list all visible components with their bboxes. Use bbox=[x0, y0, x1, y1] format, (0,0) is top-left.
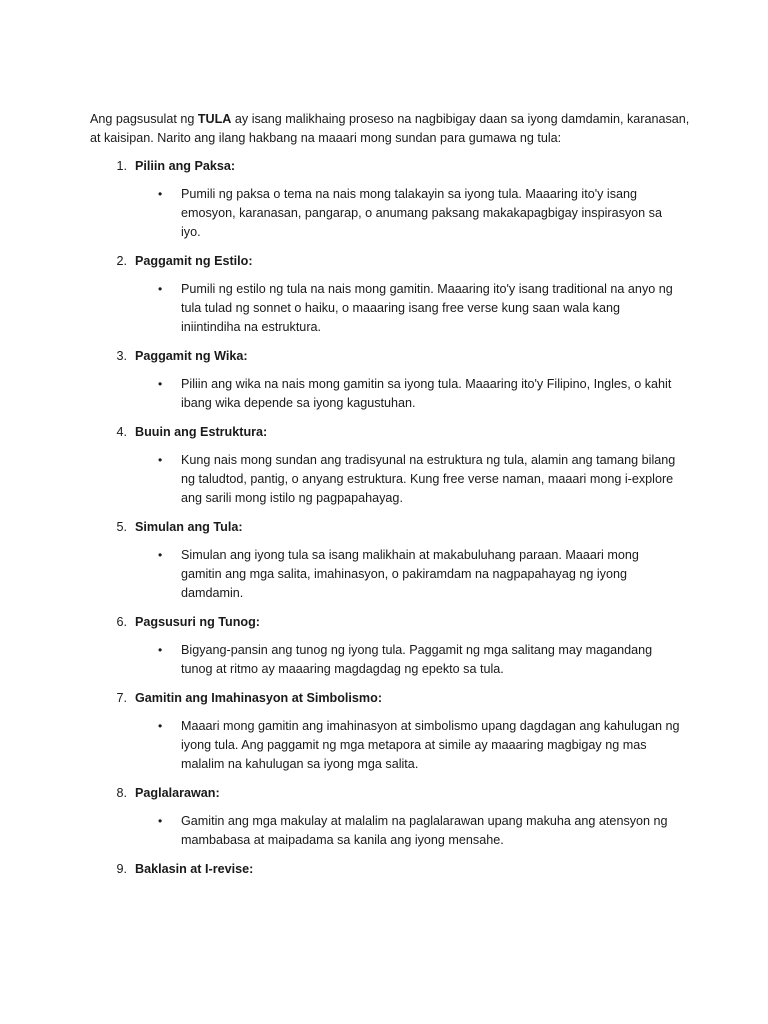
step-title: Simulan ang Tula: bbox=[135, 520, 243, 534]
step-heading bbox=[90, 784, 690, 803]
step-bullet bbox=[90, 280, 681, 337]
step-bullet-text: Piliin ang wika na nais mong gamitin sa iyong tula. Maaaring ito'y Filipino, Ingles, o kahit ibang wika depende sa iyong kagustuhan. bbox=[181, 377, 672, 410]
intro-text-before: Ang pagsusulat ng bbox=[90, 112, 198, 126]
step-number: 4. bbox=[116, 425, 127, 439]
step-item bbox=[90, 784, 690, 850]
step-item bbox=[90, 613, 690, 679]
step-number: 6. bbox=[116, 615, 127, 629]
step-heading bbox=[90, 689, 690, 708]
step-bullet bbox=[90, 375, 681, 413]
step-title: Paggamit ng Estilo: bbox=[135, 254, 253, 268]
bullet-dot-icon: • bbox=[158, 377, 163, 391]
step-bullet-text: Gamitin ang mga makulay at malalim na paglalarawan upang makuha ang atensyon ng mambabasa at maipadama sa kanila ang iyong mensahe. bbox=[181, 814, 668, 847]
step-item bbox=[90, 860, 690, 879]
step-heading bbox=[90, 860, 690, 879]
step-title: Pagsusuri ng Tunog: bbox=[135, 615, 260, 629]
step-title: Baklasin at I-revise: bbox=[135, 862, 254, 876]
intro-paragraph bbox=[90, 110, 690, 148]
intro-text-after: ay isang malikhaing proseso na nagbibigay daan sa iyong damdamin, karanasan, at kaisipan. Narito ang ilang hakbang na maaari mong sundan para gumawa ng tula: bbox=[90, 112, 690, 145]
step-number: 2. bbox=[116, 254, 127, 268]
step-bullet bbox=[90, 717, 681, 774]
step-heading bbox=[90, 157, 690, 176]
step-item bbox=[90, 689, 690, 774]
step-number: 9. bbox=[116, 862, 127, 876]
step-heading bbox=[90, 347, 690, 366]
bullet-dot-icon: • bbox=[158, 453, 163, 467]
step-bullet bbox=[90, 451, 681, 508]
step-item bbox=[90, 252, 690, 337]
step-bullet bbox=[90, 641, 681, 679]
step-bullet-text: Bigyang-pansin ang tunog ng iyong tula. Paggamit ng mga salitang may magandang tunog at ritmo ay maaaring magdagdag ng epekto sa tula. bbox=[181, 643, 653, 676]
bullet-dot-icon: • bbox=[158, 548, 163, 562]
step-item bbox=[90, 157, 690, 242]
step-number: 8. bbox=[116, 786, 127, 800]
step-bullet bbox=[90, 546, 681, 603]
bullet-dot-icon: • bbox=[158, 719, 163, 733]
step-bullet bbox=[90, 812, 681, 850]
bullet-dot-icon: • bbox=[158, 282, 163, 296]
step-title: Piliin ang Paksa: bbox=[135, 159, 236, 173]
step-bullet-text: Kung nais mong sundan ang tradisyunal na estruktura ng tula, alamin ang tamang bilang ng taludtod, pantig, o anyang estruktura. Kung free verse naman, maaari mong i-explore ang sarili mong istilo ng pagpapahayag. bbox=[181, 453, 676, 505]
step-heading bbox=[90, 518, 690, 537]
step-bullet bbox=[90, 185, 681, 242]
bullet-dot-icon: • bbox=[158, 187, 163, 201]
steps-list bbox=[90, 157, 690, 879]
step-number: 3. bbox=[116, 349, 127, 363]
step-title: Paggamit ng Wika: bbox=[135, 349, 248, 363]
step-item bbox=[90, 423, 690, 508]
step-title: Buuin ang Estruktura: bbox=[135, 425, 268, 439]
step-bullet-text: Pumili ng paksa o tema na nais mong talakayin sa iyong tula. Maaaring ito'y isang emosyon, karanasan, pangarap, o anumang paksang makakapagbigay inspirasyon sa iyo. bbox=[181, 187, 662, 239]
step-item bbox=[90, 518, 690, 603]
step-heading bbox=[90, 423, 690, 442]
intro-emphasis: TULA bbox=[197, 112, 232, 126]
document-page bbox=[90, 110, 690, 888]
step-title: Paglalarawan: bbox=[135, 786, 220, 800]
bullet-dot-icon: • bbox=[158, 814, 163, 828]
bullet-dot-icon: • bbox=[158, 643, 163, 657]
step-number: 1. bbox=[116, 159, 127, 173]
step-bullet-text: Simulan ang iyong tula sa isang malikhain at makabuluhang paraan. Maaari mong gamitin ang mga salita, imahinasyon, o pakiramdam na nagpapahayag ng iyong damdamin. bbox=[181, 548, 639, 600]
step-heading bbox=[90, 252, 690, 271]
step-number: 5. bbox=[116, 520, 127, 534]
step-bullet-text: Pumili ng estilo ng tula na nais mong gamitin. Maaaring ito'y isang traditional na anyo ng tula tulad ng sonnet o haiku, o maaaring isang free verse kung saan wala kang iniintindiha na estruktura. bbox=[181, 282, 673, 334]
step-bullet-text: Maaari mong gamitin ang imahinasyon at simbolismo upang dagdagan ang kahulugan ng iyong tula. Ang paggamit ng mga metapora at simile ay maaaring magbigay ng mas malalim na kahulugan sa iyong mga salita. bbox=[181, 719, 680, 771]
step-item bbox=[90, 347, 690, 413]
step-heading bbox=[90, 613, 690, 632]
step-title: Gamitin ang Imahinasyon at Simbolismo: bbox=[135, 691, 383, 705]
step-number: 7. bbox=[116, 691, 127, 705]
